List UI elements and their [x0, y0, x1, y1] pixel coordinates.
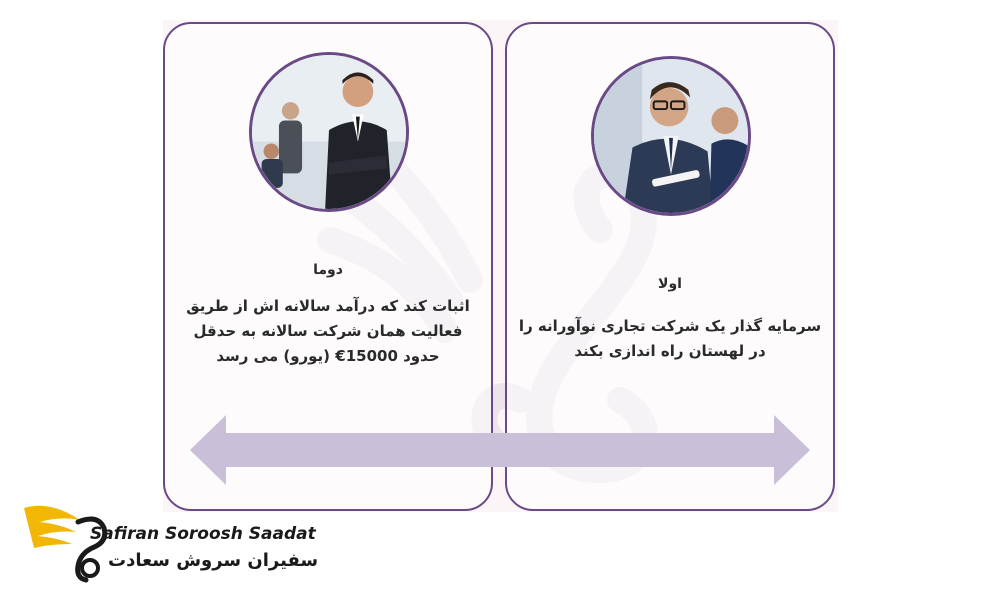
- double-arrow-shape: [190, 415, 810, 485]
- company-logo: [20, 498, 319, 588]
- brand-name-english: Safiran Soroosh Saadat: [90, 524, 316, 544]
- step-text-first: سرمایه گذار یک شرکت تجاری نوآورانه را در لهستان راه اندازی بکند: [518, 317, 822, 360]
- business-team-photo: [249, 52, 409, 212]
- business-team-illustration: [252, 55, 406, 209]
- double-arrow: [190, 415, 810, 485]
- step-heading-second: دوما: [313, 262, 343, 278]
- step-heading-first: اولا: [658, 276, 682, 292]
- brand-name-persian: سفیران سروش سعادت: [108, 550, 319, 571]
- businessmen-meeting-photo: [591, 56, 751, 216]
- businessmen-meeting-illustration: [594, 59, 748, 213]
- step-text-second: اثبات کند که درآمد سالانه اش از طریق فعالیت همان شرکت سالانه به حدقل حدود 15000€ (یورو) می رسد: [186, 297, 470, 365]
